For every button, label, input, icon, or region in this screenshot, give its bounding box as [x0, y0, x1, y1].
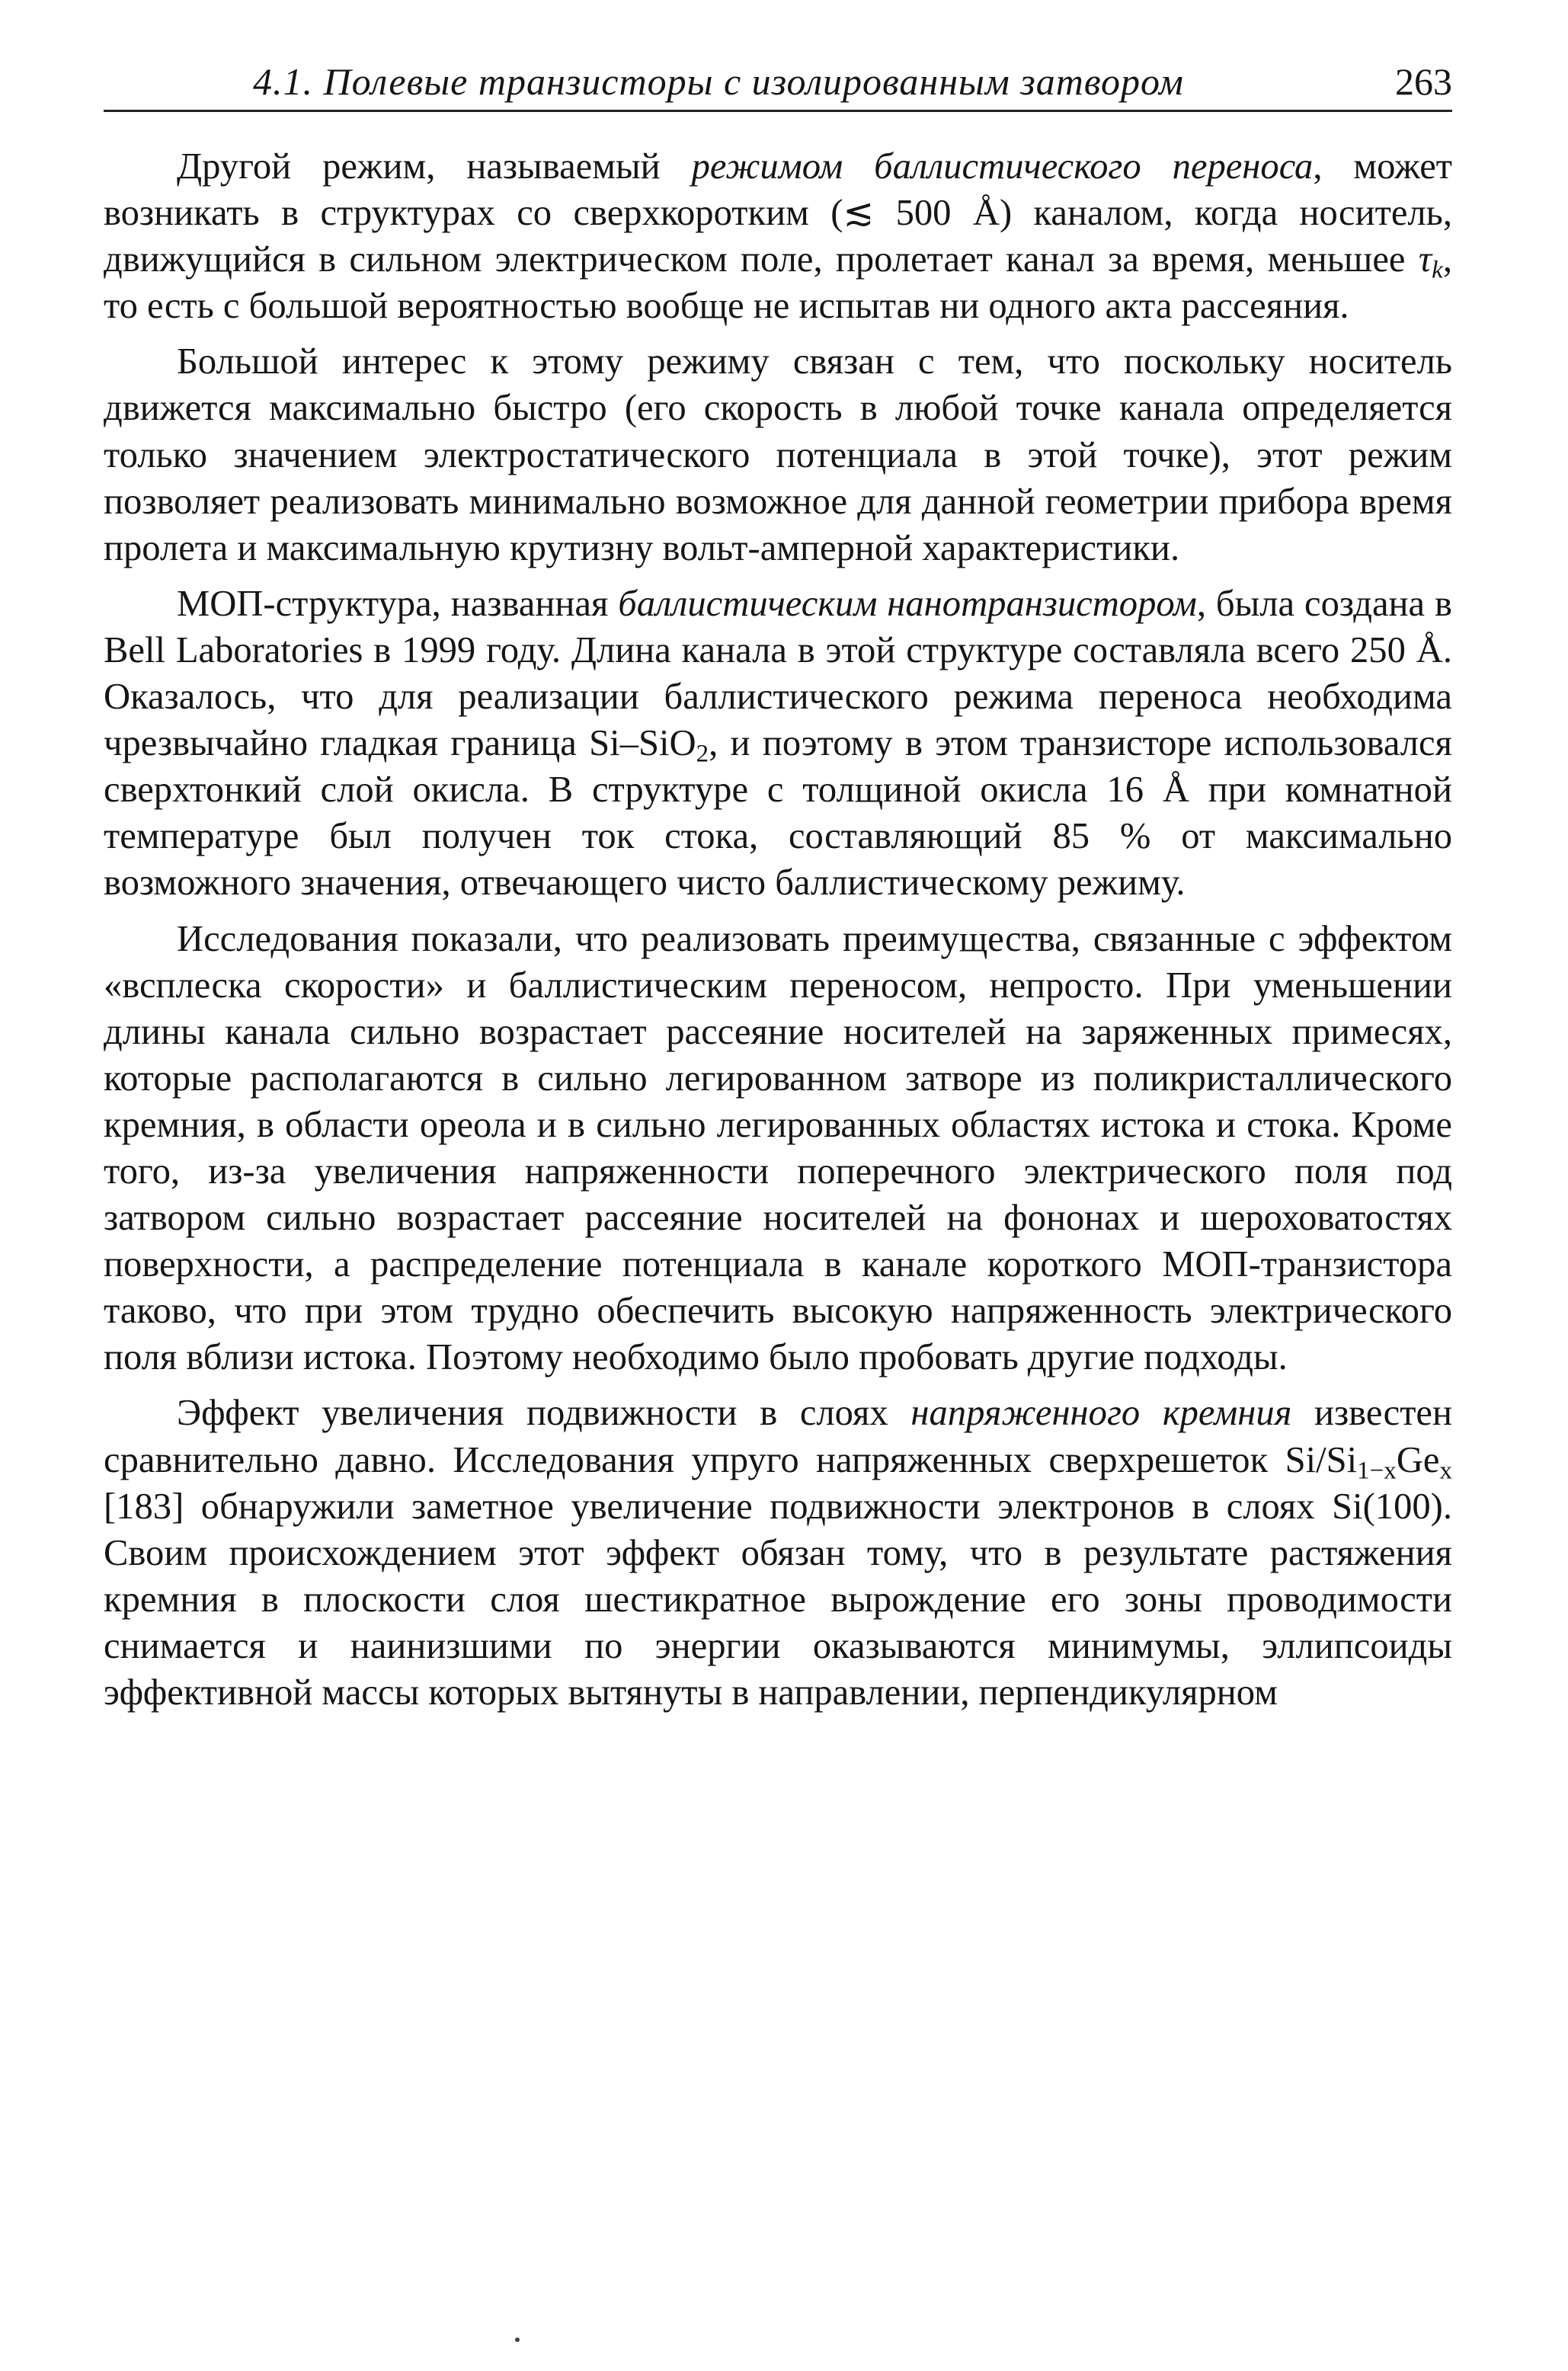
body-text [104, 143, 1452, 1725]
symbol-tau: τ [1418, 238, 1432, 280]
paragraph-strained-silicon: Эффект увеличения подвижности в слоях напряженного кремния известен сравнительно давно. Исследования упруго напряженных сверхрешеток $Si/Si_{1-x}Ge_x$ [183] обнаружили заметное увеличение подвижности электронов в слоях Si(100). Своим происхождением этот эффект обязан тому, что в результате растяжения кремния в плоскости слоя шестикратное вырождение его зоны проводимости снимается и наинизшими по энергии оказываются минимумы, эллипсоиды эффективной массы которых вытянуты в направлении, перпендикулярном [104, 1392, 1452, 1713]
scan-speck [515, 2337, 520, 2342]
running-title: 4.1. Полевые транзисторы с изолированным затвором [253, 60, 1184, 103]
paragraph-ballistic-transport: Другой режим, называемый режимом баллистического переноса, может возникать в структурах со сверхкоротким (≲ 500 Å) каналом, когда носитель, движущийся в сильном электрическом поле, пролетает канал за время, меньшее $\tau_k$, то есть с большой вероятностью вообще не испытав ни одного акта рассеяния. [104, 146, 1452, 327]
subscript-1-x: 1−x [1357, 1456, 1397, 1484]
subscript-x: x [1439, 1456, 1452, 1484]
paragraph-research: Исследования показали, что реализовать преимущества, связанные с эффектом «всплеска скорости» и баллистическим переносом, непросто. При уменьшении длины канала сильно возрастает рассеяние носителей на заряженных примесях, которые располагаются в сильно легированном затворе из поликристаллического кремния, в области ореола и в сильно легированных областях истока и стока. Кроме того, из-за увеличения напряженности поперечного электрического поля под затвором сильно возрастает рассеяние носителей на фононах и шероховатостях поверхности, а распределение потенциала в канале короткого МОП-транзистора таково, что при этом трудно обеспечить высокую напряженность электрического поля вблизи истока. Поэтому необходимо было пробовать другие подходы. [104, 917, 1452, 1378]
page-header [104, 55, 1452, 112]
term-strained-silicon: напряженного кремния [910, 1392, 1292, 1434]
term-ballistic-transport: режимом баллистического переноса [691, 146, 1314, 187]
subscript-k: k [1432, 256, 1443, 284]
term-ballistic-nanotransistor: баллистическим нанотранзистором [618, 582, 1197, 624]
paragraph-nanotransistor: МОП-структура, названная баллистическим нанотранзистором, была создана в Bell Laboratories в 1999 году. Длина канала в этой структуре составляла всего 250 Å. Оказалось, что для реализации баллистического режима переноса необходима чрезвычайно гладкая граница Si–SiO$_2$, и поэтому в этом транзисторе использовался сверхтонкий слой окисла. В структуре с толщиной окисла 16 Å при комнатной температуре был получен ток стока, составляющий 85 % от максимально возможного значения, отвечающего чисто баллистическому режиму. [104, 582, 1452, 904]
paragraph-interest: Большой интерес к этому режиму связан с тем, что поскольку носитель движется максимально быстро (его скорость в любой точке канала определяется только значением электростатического потенциала в этой точке), этот режим позволяет реализовать минимально возможное для данной геометрии прибора время пролета и максимальную крутизну вольт-амперной характеристики. [104, 341, 1452, 568]
page-number: 263 [1395, 60, 1452, 103]
subscript-2: 2 [696, 740, 709, 768]
